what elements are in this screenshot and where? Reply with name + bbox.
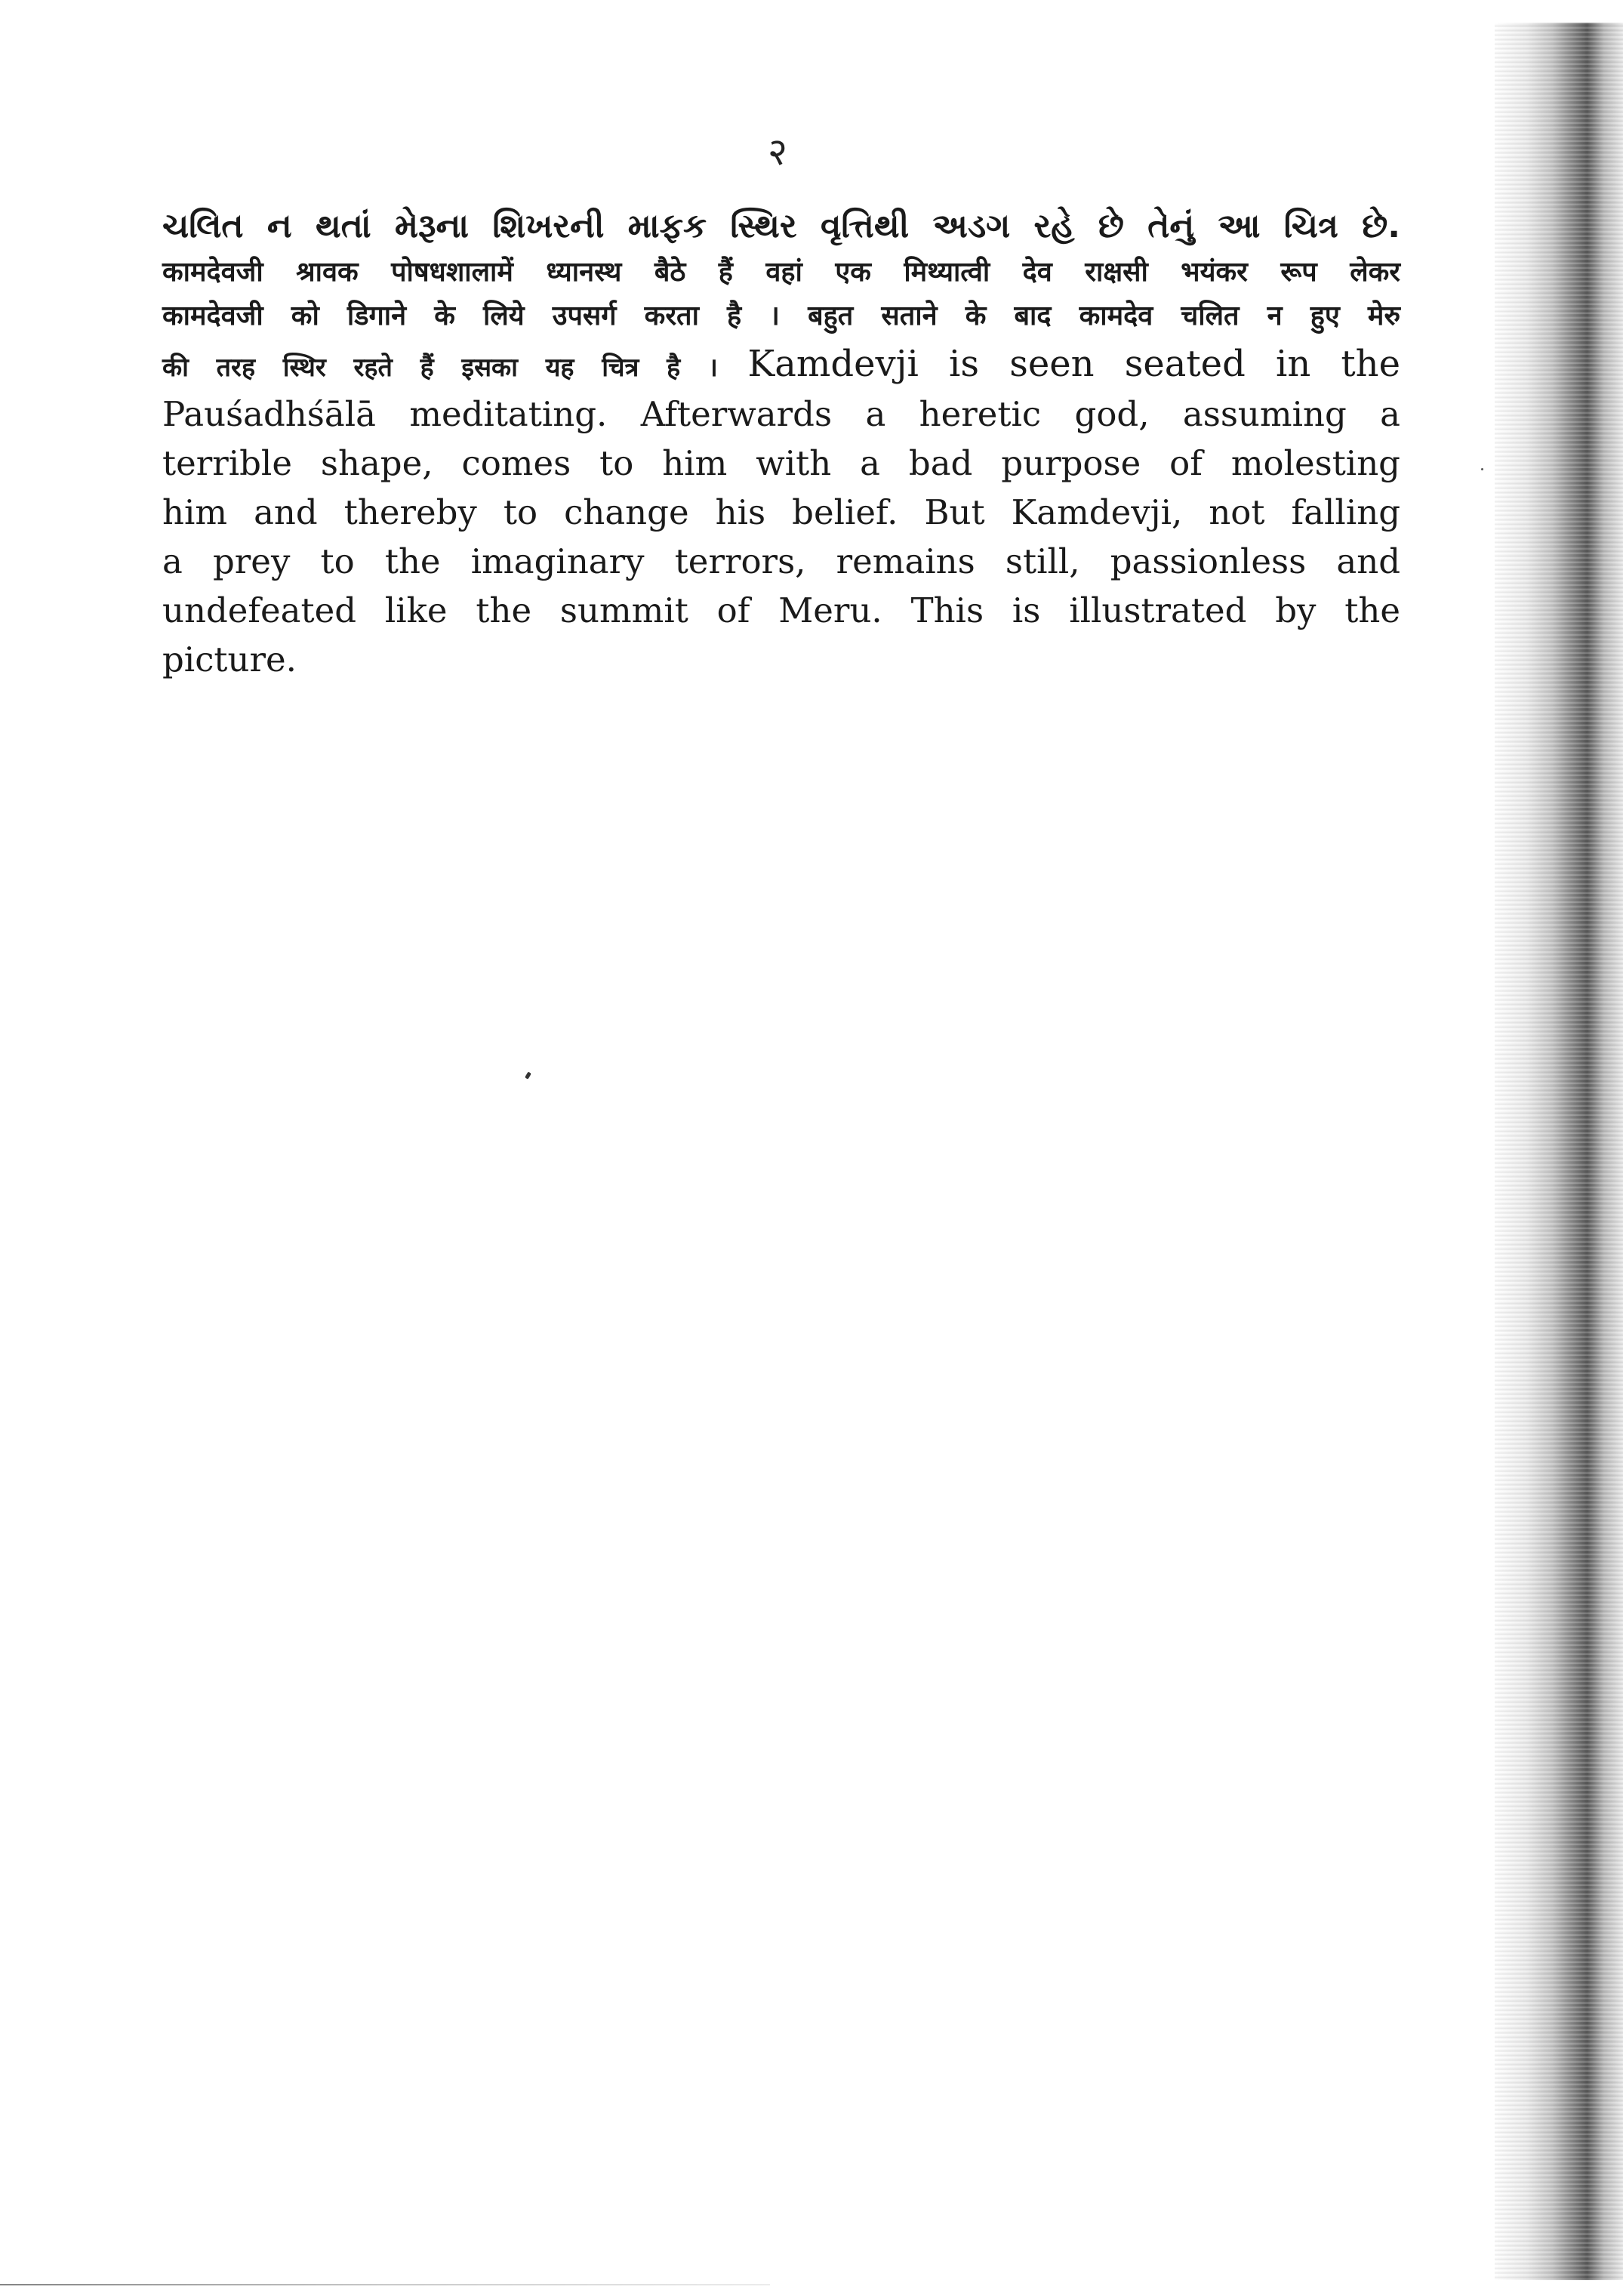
hindi-text-line-1: कामदेवजी श्रावक पोषधशालामें ध्यानस्थ बैठे हैं वहां एक मिथ्यात्वी देव राक्षसी भयंकर रूप लेकर [162, 257, 1400, 288]
ink-dot [1481, 468, 1483, 470]
hindi-text-line-2: कामदेवजी को डिगाने के लिये उपसर्ग करता है । बहुत सताने के बाद कामदेव चलित न हुए मेरु [162, 300, 1400, 331]
english-text-line-6: undefeated like the summit of Meru. This is illustrated by the [162, 590, 1400, 630]
ink-speck [525, 1071, 531, 1079]
english-text-line-7: picture. [162, 639, 297, 680]
english-text-line-4: him and thereby to change his belief. But Kamdevji, not falling [162, 492, 1400, 532]
scan-shadow-edge [1495, 23, 1623, 2280]
bottom-scan-line [0, 2284, 770, 2285]
english-text-line-1: Kamdevji is seen seated in the [747, 343, 1401, 385]
english-text-line-5: a prey to the imaginary terrors, remains still, passionless and [162, 541, 1400, 581]
page-number: २ [768, 130, 787, 174]
hindi-text-line-3: की तरह स्थिर रहते हैं इसका यह चित्र है । [162, 353, 718, 383]
mixed-text-line [162, 338, 1400, 390]
caption-paragraph [162, 202, 1400, 684]
english-text-line-3: terrible shape, comes to him with a bad purpose of molesting [162, 443, 1400, 483]
english-text-line-2: Pauśadhśālā meditating. Afterwards a heretic god, assuming a [162, 394, 1400, 434]
gujarati-text-line: ચલિત ન થતાં મેરૂના શિખરની માફક સ્થિર વૃત્તિથી અડગ રહે છે તેનું આ ચિત્ર છે. [162, 207, 1400, 245]
